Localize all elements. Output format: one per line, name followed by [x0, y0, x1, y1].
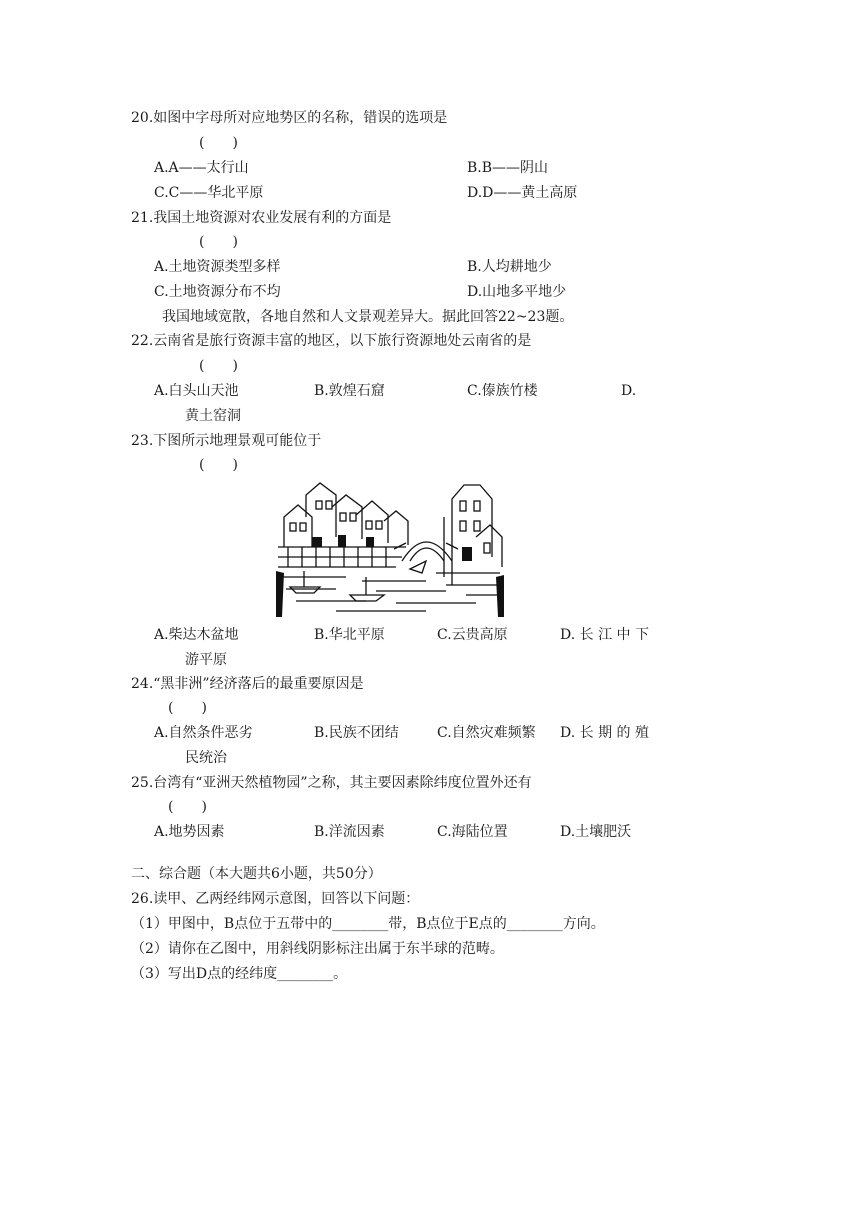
- q21-option-b: B.人均耕地少: [467, 259, 552, 275]
- q26-part-1: （1）甲图中，B点位于五带中的________带，B点位于E点的________方向。: [131, 916, 605, 932]
- q23-option-a: A.柴达木盆地: [154, 627, 239, 643]
- q26-part-3: （3）写出D点的经纬度________。: [131, 966, 348, 982]
- q25-option-d: D.土壤肥沃: [560, 824, 632, 840]
- q23-option-b: B.华北平原: [314, 627, 385, 643]
- q20-option-a: A.A——太行山: [154, 160, 249, 176]
- q25-option-a: A.地势因素: [154, 824, 225, 840]
- q21-option-c: C.土地资源分布不均: [154, 284, 281, 300]
- q25-option-b: B.洋流因素: [314, 824, 385, 840]
- q20-option-b: B.B——阴山: [467, 160, 549, 176]
- water-town-sketch-icon: [276, 477, 504, 617]
- q23-stem: 23.下图所示地理景观可能位于: [131, 433, 322, 449]
- intro-22-23: 我国地域宽散，各地自然和人文景观差异大。据此回答22~23题。: [162, 309, 574, 325]
- q26-part-2: （2）请你在乙图中，用斜线阴影标注出属于东半球的范畴。: [131, 941, 504, 957]
- q22-option-b: B.敦煌石窟: [314, 383, 385, 399]
- q25-option-c: C.海陆位置: [437, 824, 508, 840]
- q20-option-d: D.D——黄土高原: [467, 185, 578, 201]
- q22-answer-paren: ( ): [199, 358, 238, 374]
- q23-option-c: C.云贵高原: [437, 627, 508, 643]
- q22-option-a: A.白头山天池: [154, 383, 239, 399]
- q25-answer-paren: ( ): [168, 799, 207, 815]
- q23-answer-paren: ( ): [199, 457, 238, 473]
- q24-option-b: B.民族不团结: [314, 725, 399, 741]
- q24-answer-paren: ( ): [168, 700, 207, 716]
- q20-option-c: C.C——华北平原: [154, 185, 264, 201]
- q22-option-c: C.傣族竹楼: [467, 383, 538, 399]
- q21-answer-paren: ( ): [199, 234, 238, 250]
- q20-answer-paren: ( ): [199, 135, 238, 151]
- q21-stem: 21.我国土地资源对农业发展有利的方面是: [131, 210, 392, 226]
- q24-option-d-continued: 民统治: [185, 750, 227, 766]
- q24-option-c: C.自然灾难频繁: [437, 725, 536, 741]
- q21-option-d: D.山地多平地少: [467, 284, 567, 300]
- q22-option-d-continued: 黄土窑洞: [185, 408, 241, 424]
- section-2-heading: 二、综合题（本大题共6小题，共50分）: [131, 866, 382, 882]
- q22-stem: 22.云南省是旅行资源丰富的地区，以下旅行资源地处云南省的是: [131, 333, 532, 349]
- q23-option-d: D. 长 江 中 下: [560, 627, 649, 643]
- q21-option-a: A.土地资源类型多样: [154, 259, 281, 275]
- q24-option-a: A.自然条件恶劣: [154, 725, 253, 741]
- q22-option-d: D.: [621, 383, 637, 399]
- q20-stem: 20.如图中字母所对应地势区的名称，错误的选项是: [131, 110, 448, 126]
- q25-stem: 25.台湾有“亚洲天然植物园”之称，其主要因素除纬度位置外还有: [131, 775, 532, 791]
- q24-option-d: D. 长 期 的 殖: [560, 725, 649, 741]
- q24-stem: 24.“黑非洲”经济落后的最重要原因是: [131, 676, 364, 692]
- q26-stem: 26.读甲、乙两经纬网示意图，回答以下问题：: [131, 891, 420, 907]
- q23-option-d-continued: 游平原: [185, 652, 227, 668]
